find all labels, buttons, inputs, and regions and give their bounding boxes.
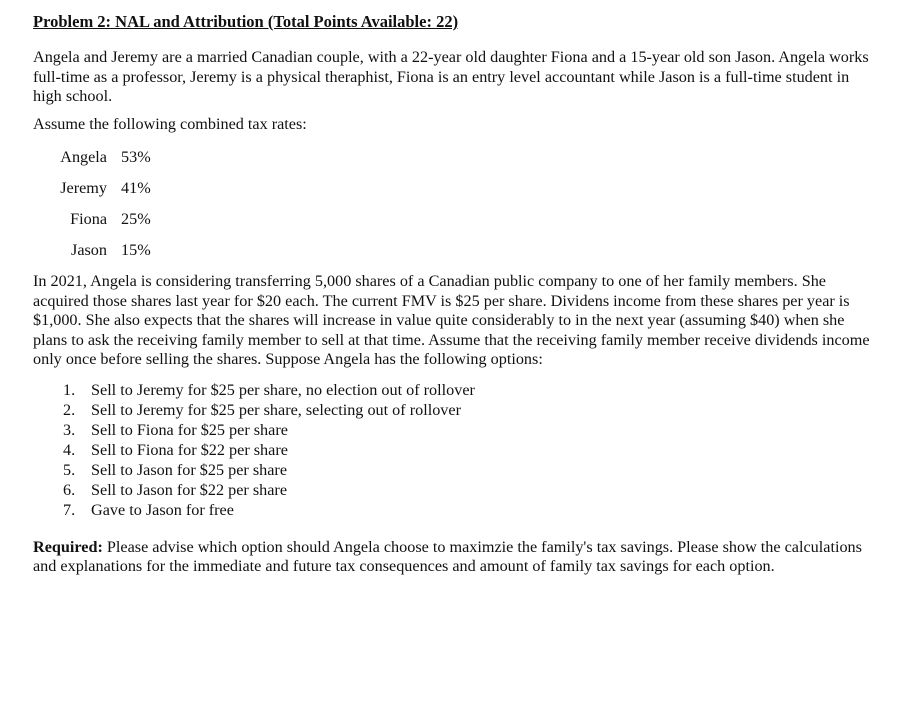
rate-row xyxy=(40,173,878,204)
option-number: 4. xyxy=(63,440,76,459)
option-text: Sell to Fiona for $22 per share xyxy=(91,440,288,459)
list-item xyxy=(63,400,878,420)
option-number: 3. xyxy=(63,420,76,439)
scenario-paragraph: In 2021, Angela is considering transferring 5,000 shares of a Canadian public company to one of her family members. She acquired those shares last year for $20 each. The current FMV is $25 per share. Dividens income from these shares per year is $1,000. She also expects that the shares will increase in value quite considerably to in the next year (assuming $40) when she plans to ask the receiving family member to sell at that time. Assume that the receiving family member receive dividends income only once before selling the shares. Suppose Angela has the following options: xyxy=(33,272,870,368)
rate-row xyxy=(40,142,878,173)
list-item xyxy=(63,380,878,400)
list-item xyxy=(63,500,878,520)
rate-value: 15% xyxy=(121,241,151,259)
list-item xyxy=(63,420,878,440)
option-number: 6. xyxy=(63,480,76,499)
required-label: Required: xyxy=(33,537,103,556)
rate-name: Fiona xyxy=(70,210,107,228)
rate-row xyxy=(40,235,878,266)
intro-paragraph: Angela and Jeremy are a married Canadian couple, with a 22-year old daughter Fiona and a 15-year old son Jason. Angela works full-time as a professor, Jeremy is a physical theraphist, Fiona is an entry level accountant while Jason is a full-time student in high school. xyxy=(33,48,869,105)
list-item xyxy=(63,460,878,480)
option-number: 5. xyxy=(63,460,76,479)
option-text: Sell to Fiona for $25 per share xyxy=(91,420,288,439)
rate-value: 25% xyxy=(121,210,151,228)
list-item xyxy=(63,480,878,500)
list-item xyxy=(63,440,878,460)
option-number: 2. xyxy=(63,400,76,419)
option-number: 1. xyxy=(63,380,76,399)
tax-rates-list xyxy=(40,142,878,266)
rate-name: Jason xyxy=(71,241,107,259)
required-paragraph xyxy=(33,538,878,577)
rate-value: 41% xyxy=(121,179,151,197)
option-text: Sell to Jeremy for $25 per share, selecting out of rollover xyxy=(91,400,461,419)
problem-title: Problem 2: NAL and Attribution (Total Points Available: 22) xyxy=(33,12,459,31)
rate-name: Jeremy xyxy=(60,179,107,197)
option-text: Gave to Jason for free xyxy=(91,500,234,519)
option-number: 7. xyxy=(63,500,76,519)
required-text: Please advise which option should Angela choose to maximzie the family's tax savings. Please show the calculations and explanations for the immediate and future tax consequences and amount of family tax savings for each option. xyxy=(33,537,862,575)
assume-text: Assume the following combined tax rates: xyxy=(33,114,307,133)
rate-name: Angela xyxy=(60,148,107,166)
option-text: Sell to Jason for $22 per share xyxy=(91,480,288,499)
options-list xyxy=(63,380,878,520)
option-text: Sell to Jason for $25 per share xyxy=(91,460,288,479)
option-text: Sell to Jeremy for $25 per share, no election out of rollover xyxy=(91,380,475,399)
rate-value: 53% xyxy=(121,148,151,166)
rate-row xyxy=(40,204,878,235)
